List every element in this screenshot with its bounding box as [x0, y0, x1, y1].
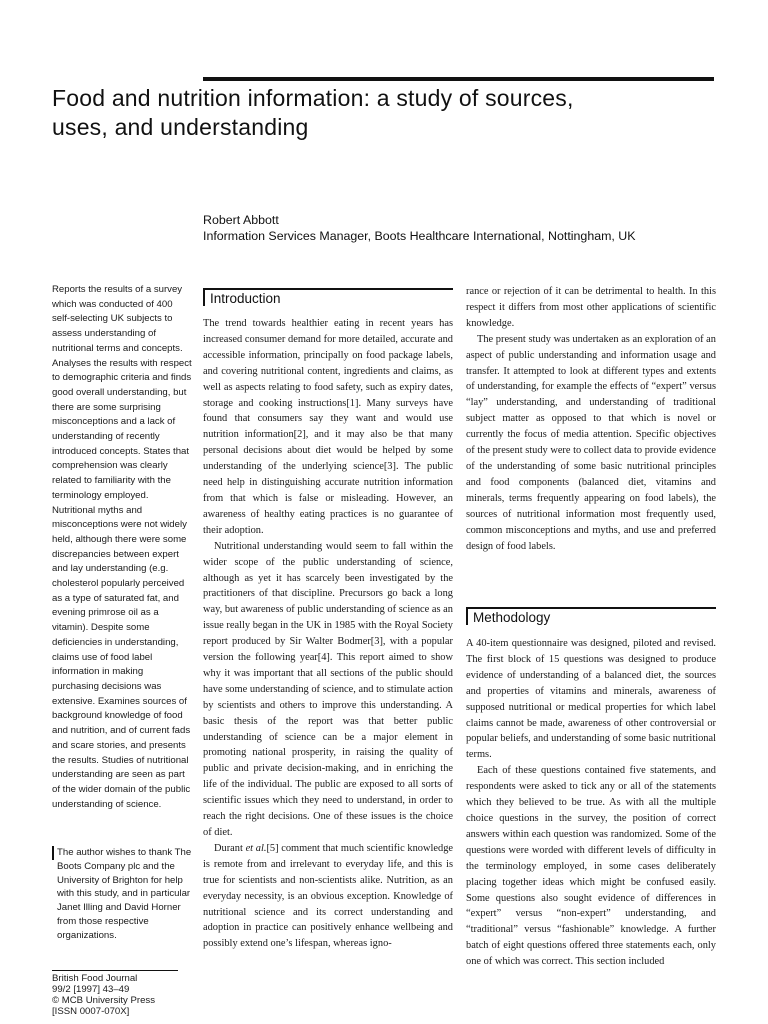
acknowledgement-text: The author wishes to thank The Boots Company plc and the University of Brighton for help with this study, and in particular Janet Illing and David Horner from those respective organizations. — [57, 847, 192, 941]
introduction-column — [203, 316, 453, 952]
title-line-2: uses, and understanding — [52, 114, 309, 140]
introduction-heading: Introduction — [210, 291, 281, 306]
methodology-heading-marker — [466, 609, 468, 625]
abstract: Reports the results of a survey which was conducted of 400 self-selecting UK subjects to assess understanding of nutritional terms and concepts. Analyses the results with respect to demographic criteria and finds good overall understanding, but there are some surprising misconceptions and a lack of understanding of recently introduced concepts. States that comprehension was clearly related to familiarity with the terminology employed. Nutritional myths and misconceptions were not widely held, although there were some discrepancies between expert and lay understanding (e.g. cholesterol popularly perceived as a type of saturated fat, and evening primrose oil as a vitamin). Despite some deficiencies in understanding, claims use of food label information in making purchasing decisions was extensive. Examines sources of background knowledge of food and nutrition, and of current fads and scare stories, and presents the results. Studies of nutritional understanding are seen as part of the wider domain of the public understanding of science. — [52, 284, 192, 810]
journal-issn: [ISSN 0007-070X] — [52, 1006, 130, 1017]
introduction-continued-column — [466, 284, 716, 554]
title-top-rule — [203, 77, 714, 81]
byline — [203, 212, 733, 244]
author-affiliation: Information Services Manager, Boots Healthcare International, Nottingham, UK — [203, 229, 636, 243]
et-al: et al. — [245, 842, 267, 854]
journal-volume-pages: 99/2 [1997] 43–49 — [52, 984, 130, 995]
intro-paragraph-5: The present study was undertaken as an exploration of an aspect of public understanding and information usage and transfer. It attempted to look at different types and extents of understanding, for example the effects of “expert” versus “lay” understanding, and understanding of traditional subject matter as opposed to that which is novel or currently the focus of media attention. Specific objectives of the present study were to collect data to provide evidence of the understanding of some basic nutritional principles and food components (balanced diet, vitamins and minerals, terms frequently appearing on food labels), the sources of nutritional information most frequently used, common misconceptions and myths, and use and preferred design of food labels. — [466, 333, 716, 552]
cited-author: Durant — [214, 842, 243, 854]
journal-name: British Food Journal — [52, 973, 138, 984]
methodology-heading: Methodology — [473, 610, 551, 625]
journal-rule — [52, 970, 178, 971]
methodology-column — [466, 636, 716, 970]
method-paragraph-1: A 40-item questionnaire was designed, piloted and revised. The first block of 15 questions was designed to produce evidence of understanding of a balanced diet, the sources and properties of vitamins and minerals, awareness of supposed nutritional or medical properties for which label claims cannot be made, awareness of other controversial or popular beliefs, and understanding of some basic nutritional terms. — [466, 638, 716, 761]
journal-info — [52, 970, 192, 1017]
intro-paragraph-1: The trend towards healthier eating in recent years has increased consumer demand for more detailed, accurate and accessible information, principally on food package labels, and covering nutritional content, ingredients and claims, as well as aspects relating to food safety, such as expiry dates, storage and cooking instructions[1]. Many surveys have found that consumers say they want and would use nutrition information[2], and it may also be that many personal decisions about diet would be helped by some understanding of the underlying science[3]. The public need help in distinguishing accurate nutrition information from that which is false or misleading. However, an awareness of healthy eating practices is no guarantee of their adoption. — [203, 318, 453, 536]
article-title — [52, 84, 722, 142]
introduction-heading-marker — [203, 290, 205, 306]
acknowledgement — [52, 846, 192, 943]
intro-paragraph-3-text: [5] comment that much scientific knowledge is remote from and irrelevant to everyday life, and this is true for scientists and non-scientists alike. Nutrition, as an everyday necessity, is an obvious exception. Knowledge of nutritional science and its correct understanding and adoption in practice can positively enhance wellbeing and possibly extend one’s lifespan, whereas igno- — [203, 842, 454, 950]
intro-paragraph-2: Nutritional understanding would seem to fall within the wider scope of the public understanding of science, although as yet it has scarcely been investigated by the practitioners of that discipline. Precursors go back a long way, but awareness of public understanding of science as an issue really began in the UK in 1985 with the Royal Society report produced by Sir Walter Bodmer[3], with a popular version the following year[4]. This report aimed to show why it was important that all sections of the public should have some understanding of science, and to stimulate action by scientists and others to improve this understanding. A basic thesis of the report was that better public understanding of science can be a major element in promoting national prosperity, in raising the quality of public and private decision-making, and in enriching the life of the individual. The public are exposed to all sorts of scientific issues which they need to understand, in order to reach the right decisions. One of these issues is the choice of diet. — [203, 540, 453, 838]
title-line-1: Food and nutrition information: a study of sources, — [52, 85, 574, 111]
intro-paragraph-3 — [203, 841, 453, 952]
intro-paragraph-4: rance or rejection of it can be detrimental to health. In this respect it differs from most other applications of scientific knowledge. — [466, 286, 716, 329]
author-name: Robert Abbott — [203, 213, 279, 227]
journal-copyright: © MCB University Press — [52, 995, 156, 1006]
method-paragraph-2: Each of these questions contained five statements, and respondents were asked to tick any or all of the statements which they believed to be true. As with all the multiple choice questions in the survey, the position of correct answers within each question was randomized. Some of the questions were worded with different levels of difficulty in the terminology employed, in some cases deliberately placing together ideas which might be confused easily. Some questions also sought evidence of differences in “expert” versus “non-expert” understanding, and “traditional” versus “fashionable” knowledge. A further batch of eight questions offered three statements each, only one of which was correct. This section included — [466, 765, 716, 968]
